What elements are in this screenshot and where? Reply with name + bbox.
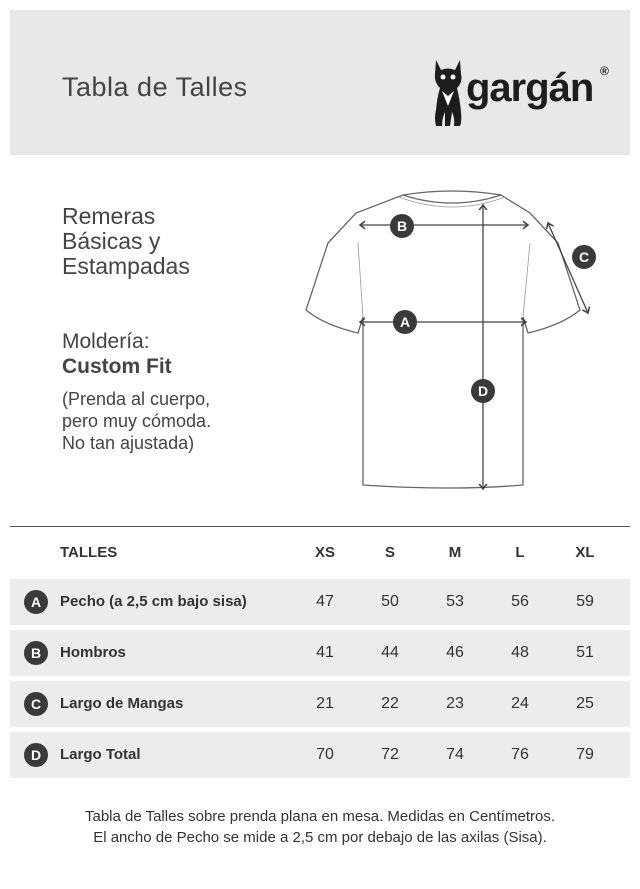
tshirt-outline <box>306 191 580 488</box>
row-badge: B <box>24 641 48 665</box>
marker-b <box>390 214 414 238</box>
table-cell: 24 <box>511 695 529 712</box>
table-cell: 59 <box>576 593 594 610</box>
table-cell: 74 <box>446 746 464 763</box>
svg-text:A: A <box>399 314 411 330</box>
table-cell: 25 <box>576 695 594 712</box>
table-cell: 44 <box>381 644 399 661</box>
size-header: S <box>384 544 395 561</box>
size-header: M <box>448 544 462 561</box>
product-title <box>62 204 282 279</box>
header-banner <box>10 10 630 155</box>
marker-a <box>393 310 417 334</box>
registered-mark: ® <box>600 64 609 78</box>
size-header: XS <box>314 544 335 561</box>
marker-c <box>572 245 596 269</box>
table-cell: 41 <box>316 644 334 661</box>
table-row <box>10 630 630 676</box>
fit-note <box>62 388 302 454</box>
footnote <box>0 806 640 848</box>
tshirt-diagram <box>298 185 608 495</box>
table-cell: 23 <box>446 695 464 712</box>
brand-name: gargán <box>466 66 594 110</box>
table-cell: 50 <box>381 593 399 610</box>
table-row <box>10 732 630 778</box>
size-header: L <box>515 544 525 561</box>
table-row <box>10 681 630 727</box>
table-row <box>10 579 630 625</box>
table-cell: 79 <box>576 746 594 763</box>
svg-text:B: B <box>396 218 408 234</box>
marker-d <box>471 379 495 403</box>
page-title: Tabla de Talles <box>62 72 248 102</box>
table-cell: 53 <box>446 593 464 610</box>
footnote-line: El ancho de Pecho se mide a 2,5 cm por debajo de las axilas (Sisa). <box>93 829 547 846</box>
divider <box>10 526 630 527</box>
table-cell: 51 <box>576 644 594 661</box>
row-badge: C <box>24 692 48 716</box>
svg-text:D: D <box>477 383 489 399</box>
product-title-line: Básicas y <box>62 228 161 254</box>
table-cell: 70 <box>316 746 334 763</box>
row-label: Largo Total <box>60 746 141 763</box>
size-header: XL <box>575 544 595 561</box>
row-label: Hombros <box>60 644 126 661</box>
cat-logo-icon <box>430 56 466 128</box>
fit-label: Moldería: <box>62 330 150 353</box>
product-title-line: Remeras <box>62 203 156 229</box>
table-cell: 56 <box>511 593 529 610</box>
row-badge: A <box>24 590 48 614</box>
table-cell: 21 <box>316 695 334 712</box>
fit-note-line: (Prenda al cuerpo, <box>62 389 211 409</box>
table-header-row <box>10 530 630 576</box>
fit-note-line: pero muy cómoda. <box>62 411 212 431</box>
table-header-label: TALLES <box>60 544 118 561</box>
table-cell: 22 <box>381 695 399 712</box>
row-badge: D <box>24 743 48 767</box>
row-label: Largo de Mangas <box>60 695 184 712</box>
table-cell: 47 <box>316 593 334 610</box>
footnote-line: Tabla de Talles sobre prenda plana en mesa. Medidas en Centímetros. <box>84 808 555 825</box>
table-cell: 76 <box>511 746 529 763</box>
product-title-line: Estampadas <box>62 253 190 279</box>
table-cell: 72 <box>381 746 399 763</box>
row-label: Pecho (a 2,5 cm bajo sisa) <box>60 593 247 610</box>
fit-note-line: No tan ajustada) <box>62 433 195 453</box>
svg-text:C: C <box>578 249 590 265</box>
brand-logo <box>422 48 622 130</box>
table-cell: 48 <box>511 644 529 661</box>
table-cell: 46 <box>446 644 464 661</box>
fit-value: Custom Fit <box>62 355 172 378</box>
